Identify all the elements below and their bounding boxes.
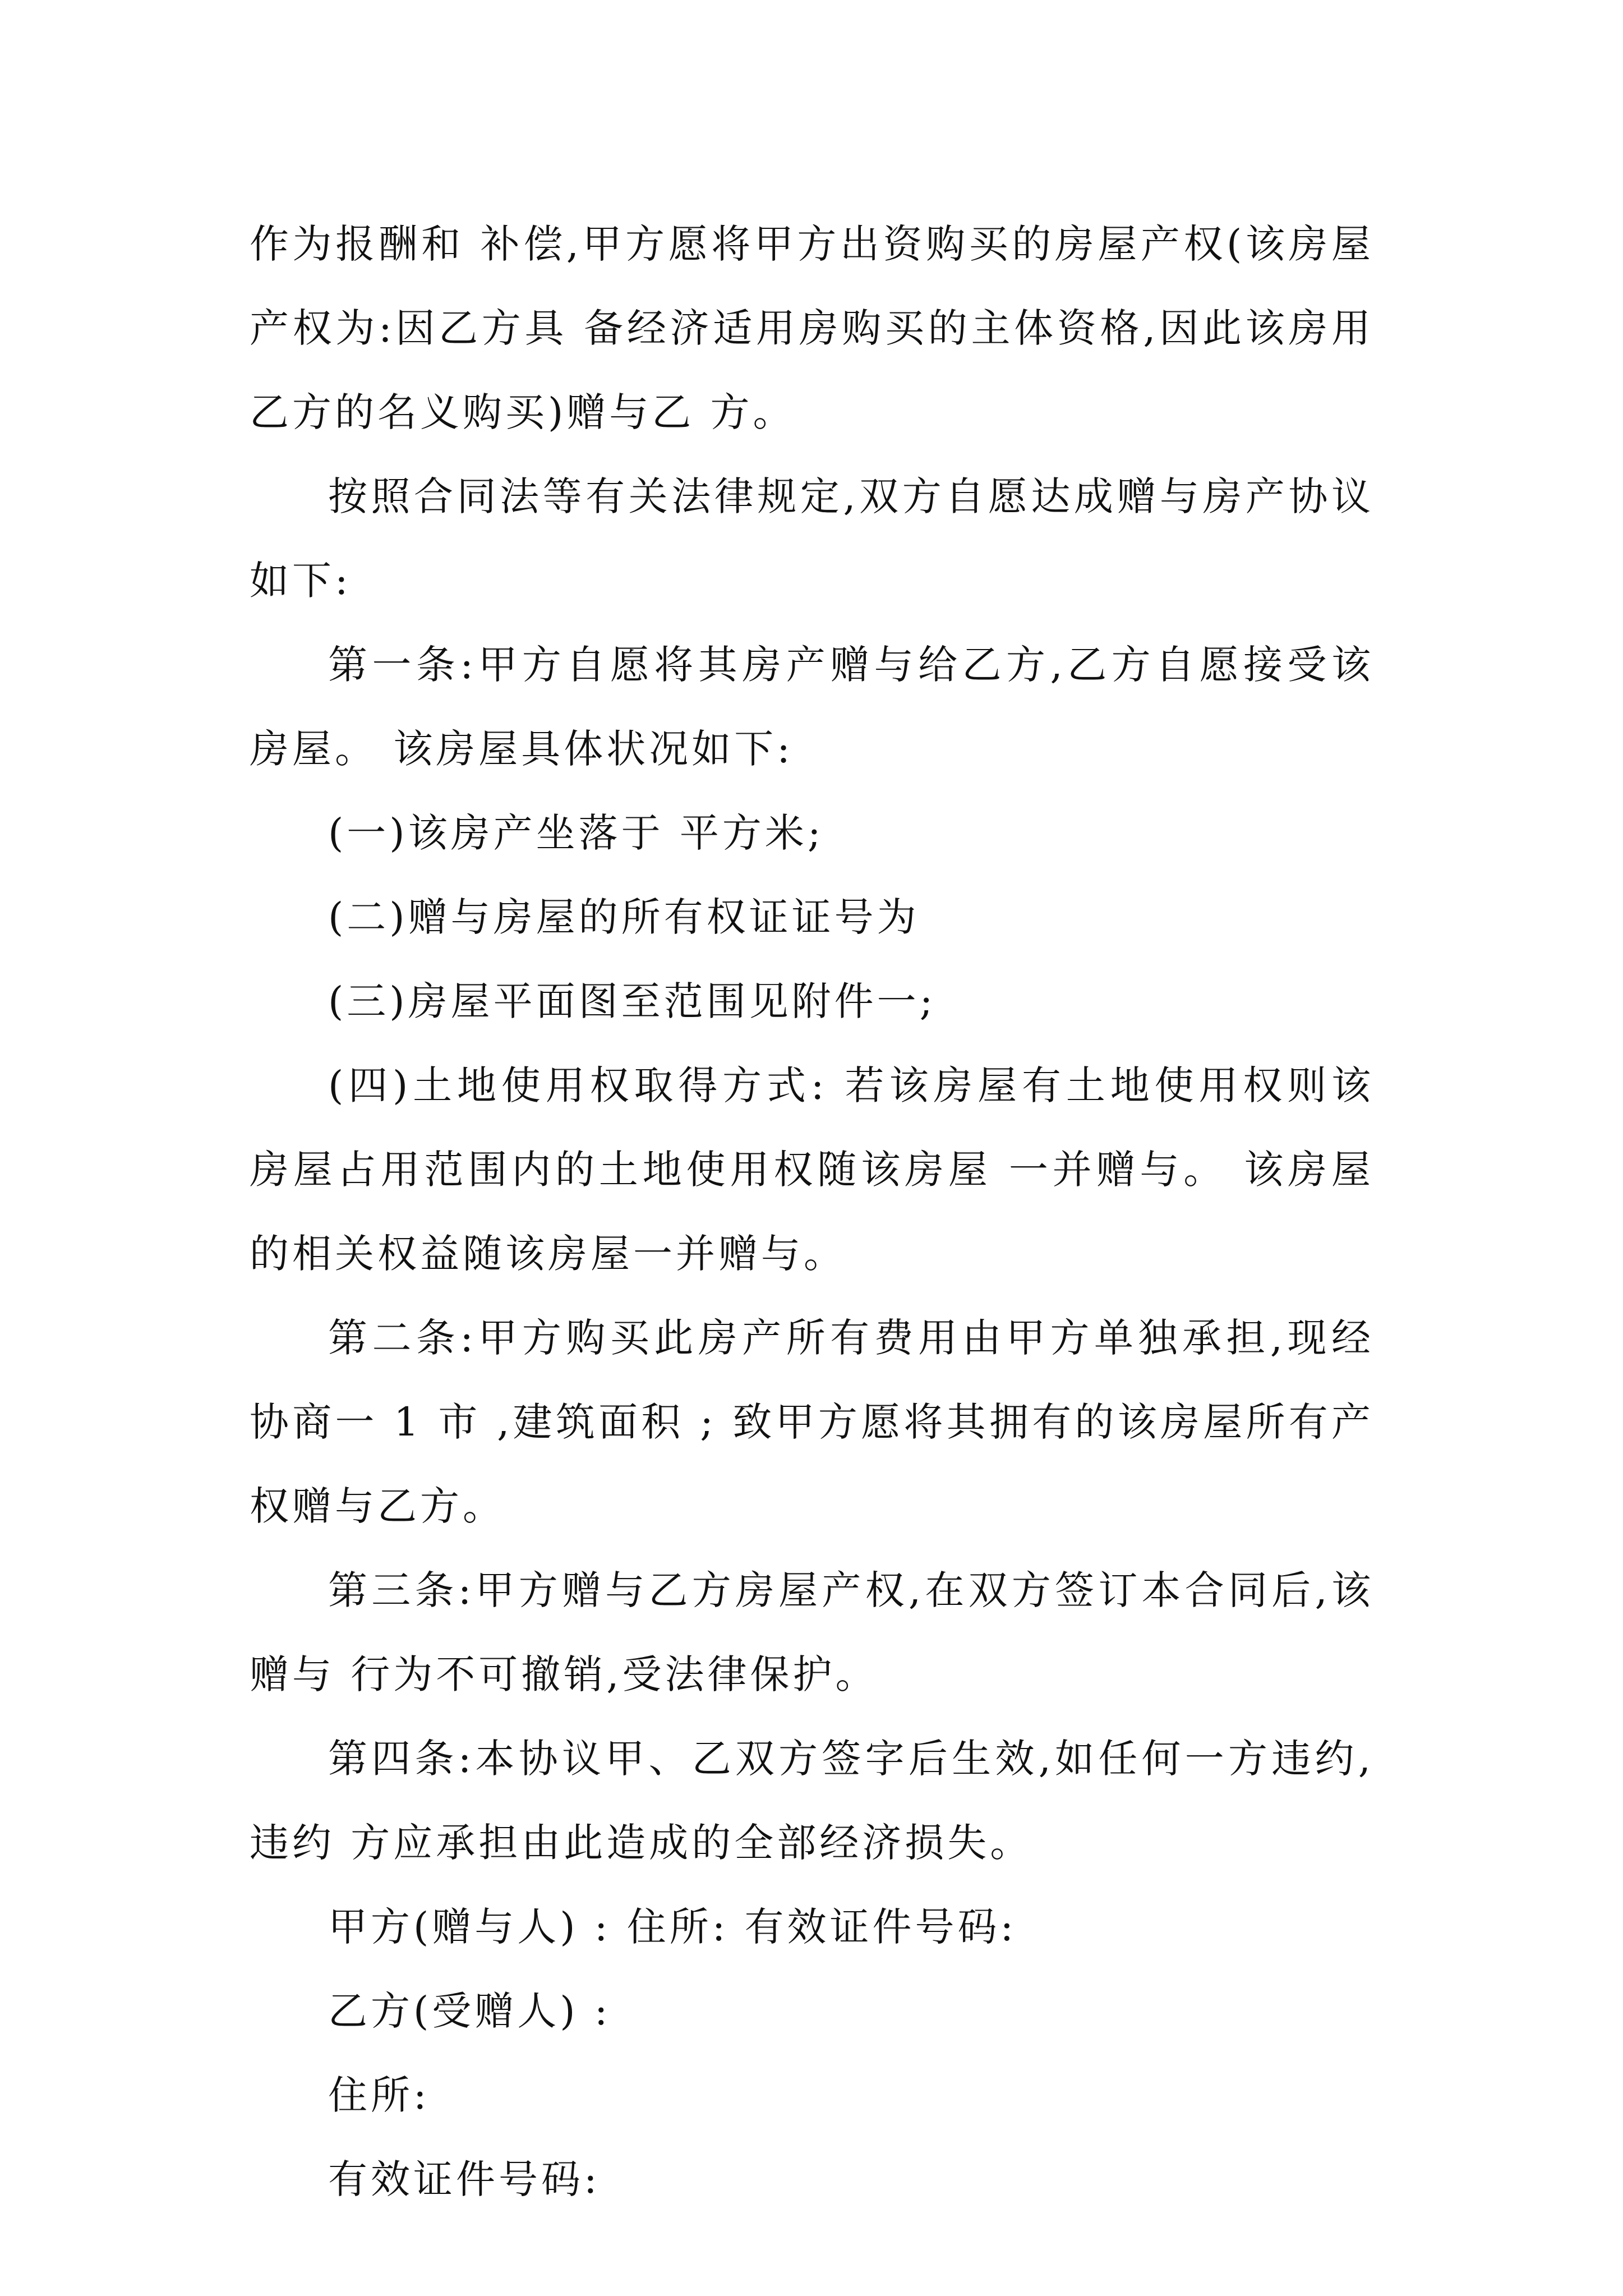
paragraph-item-3: (三)房屋平面图至范围见附件一; <box>328 978 937 1024</box>
paragraph-item-4: (四)土地使用权取得方式: 若该房屋有土地使用权则该房屋占用范围内的土地使用权随该房屋 一并赠与。 该房屋的相关权益随该房屋一并赠与。 <box>250 1062 1374 1277</box>
paragraph-agreement-intro: 按照合同法等有关法律规定,双方自愿达成赠与房产协议如下: <box>250 473 1374 604</box>
paragraph-gift-reason: 作为报酬和 补偿,甲方愿将甲方出资购买的房屋产权(该房屋产权为:因乙方具 备经济适用房购买的主体资格,因此该房用乙方的名义购买)赠与乙 方。 <box>250 221 1374 435</box>
party-b-signature-line: 乙方(受赠人) : <box>328 1988 611 2034</box>
paragraph-item-2: (二)赠与房屋的所有权证证号为 <box>328 894 920 940</box>
paragraph-article-4: 第四条:本协议甲、乙双方签字后生效,如任何一方违约,违约 方应承担由此造成的全部经济损失。 <box>250 1736 1374 1866</box>
party-b-address-line: 住所: <box>328 2072 430 2118</box>
paragraph-article-3: 第三条:甲方赠与乙方房屋产权,在双方签订本合同后,该赠与 行为不可撤销,受法律保护。 <box>250 1567 1374 1697</box>
paragraph-article-1: 第一条:甲方自愿将其房产赠与给乙方,乙方自愿接受该房屋。 该房屋具体状况如下: <box>250 642 1374 772</box>
paragraph-item-1: (一)该房产坐落于 平方米; <box>328 810 824 856</box>
document-body <box>250 202 1374 2221</box>
paragraph-article-2: 第二条:甲方购买此房产所有费用由甲方单独承担,现经协商一 1 市 ,建筑面积 ; 致甲方愿将其拥有的该房屋所有产权赠与乙方。 <box>250 1315 1374 1529</box>
party-a-signature-line: 甲方(赠与人) : 住所: 有效证件号码: <box>328 1904 1017 1950</box>
party-b-id-line: 有效证件号码: <box>328 2156 601 2202</box>
